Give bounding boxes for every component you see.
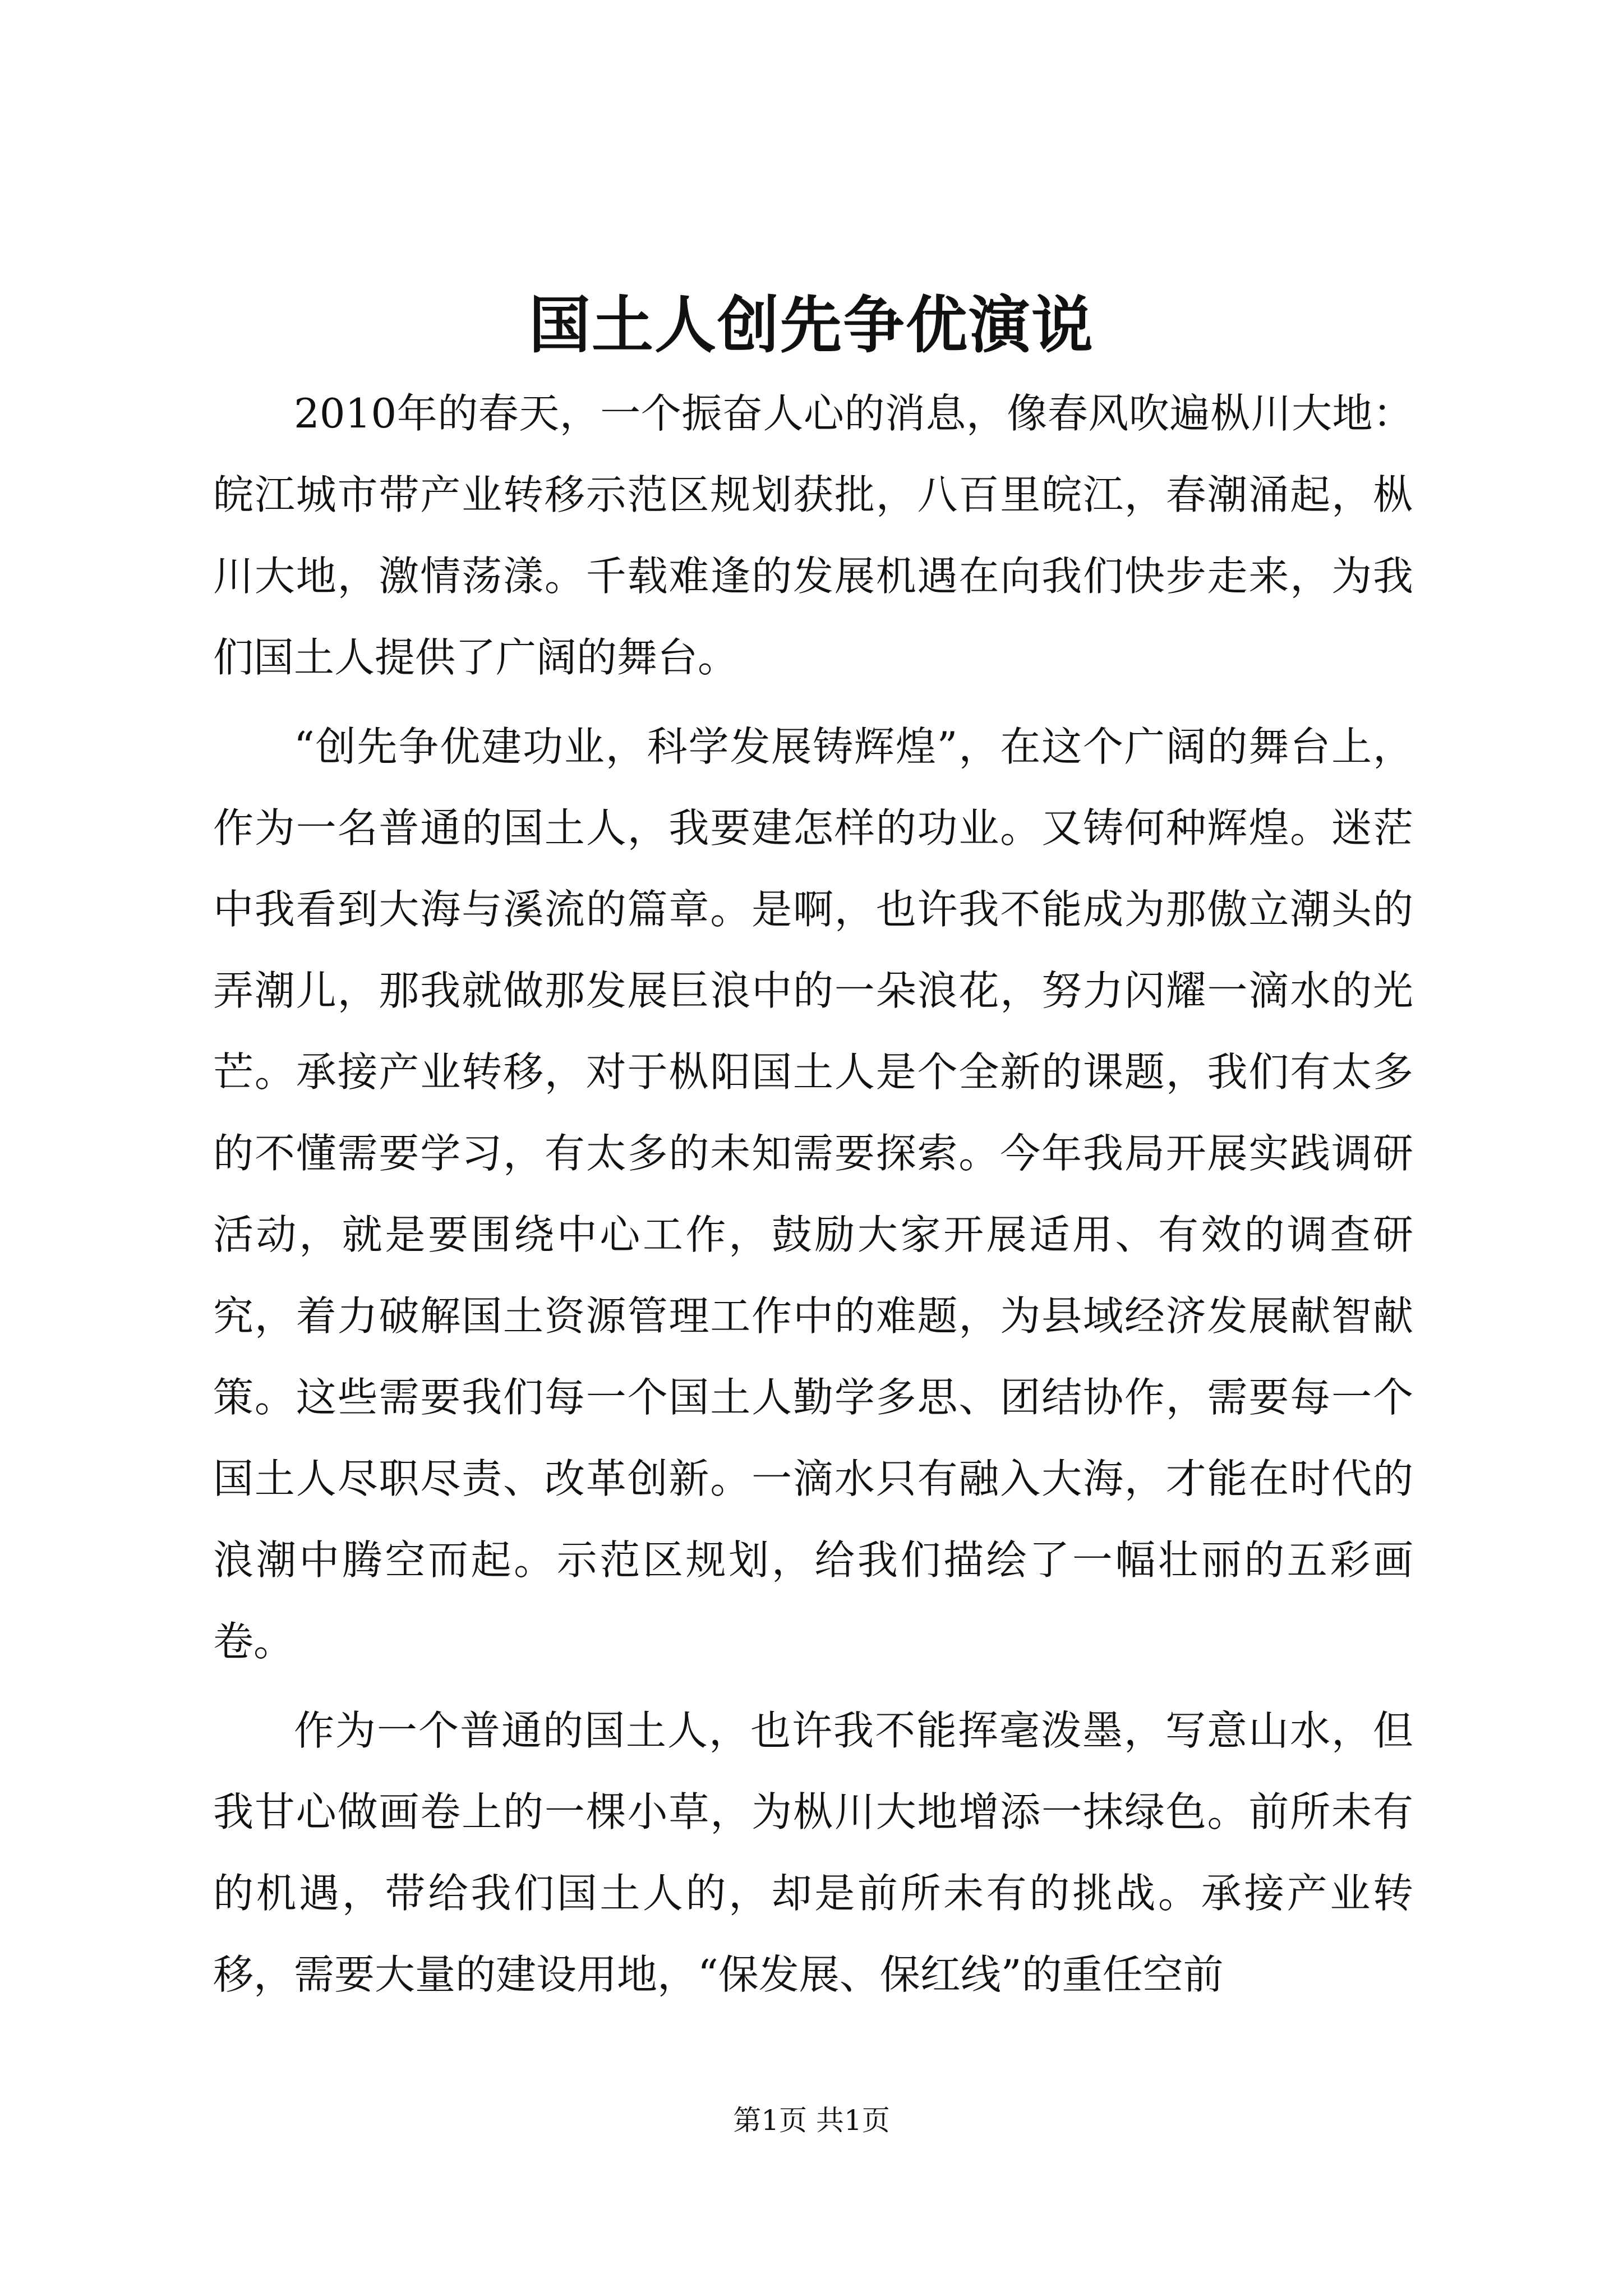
document-body: [213, 373, 1413, 2023]
paragraph-3: 作为一个普通的国土人，也许我不能挥毫泼墨，写意山水，但我甘心做画卷上的一棵小草，为枞川大地增添一抹绿色。前所未有的机遇，带给我们国土人的，却是前所未有的挑战。承接产业转移，需要大量的建设用地，“保发展、保红线”的重任空前: [213, 1707, 1413, 1998]
page-footer: 第1页 共1页: [733, 2104, 890, 2137]
paragraph-1: 2010年的春天，一个振奋人心的消息，像春风吹遍枞川大地：皖江城市带产业转移示范区规划获批，八百里皖江，春潮涌起，枞川大地，激情荡漾。千载难逢的发展机遇在向我们快步走来，为我们国土人提供了广阔的舞台。: [213, 390, 1413, 681]
paragraph-2: “创先争优建功业，科学发展铸辉煌”，在这个广阔的舞台上，作为一名普通的国土人，我要建怎样的功业。又铸何种辉煌。迷茫中我看到大海与溪流的篇章。是啊，也许我不能成为那傲立潮头的弄潮儿，那我就做那发展巨浪中的一朵浪花，努力闪耀一滴水的光芒。承接产业转移，对于枞阳国土人是个全新的课题，我们有太多的不懂需要学习，有太多的未知需要探索。今年我局开展实践调研活动，就是要围绕中心工作，鼓励大家开展适用、有效的调查研究，着力破解国土资源管理工作中的难题，为县域经济发展献智献策。这些需要我们每一个国土人勤学多思、团结协作，需要每一个国土人尽职尽责、改革创新。一滴水只有融入大海，才能在时代的浪潮中腾空而起。示范区规划，给我们描绘了一幅壮丽的五彩画卷。: [213, 723, 1413, 1665]
document-title: 国土人创先争优演说: [529, 289, 1094, 361]
